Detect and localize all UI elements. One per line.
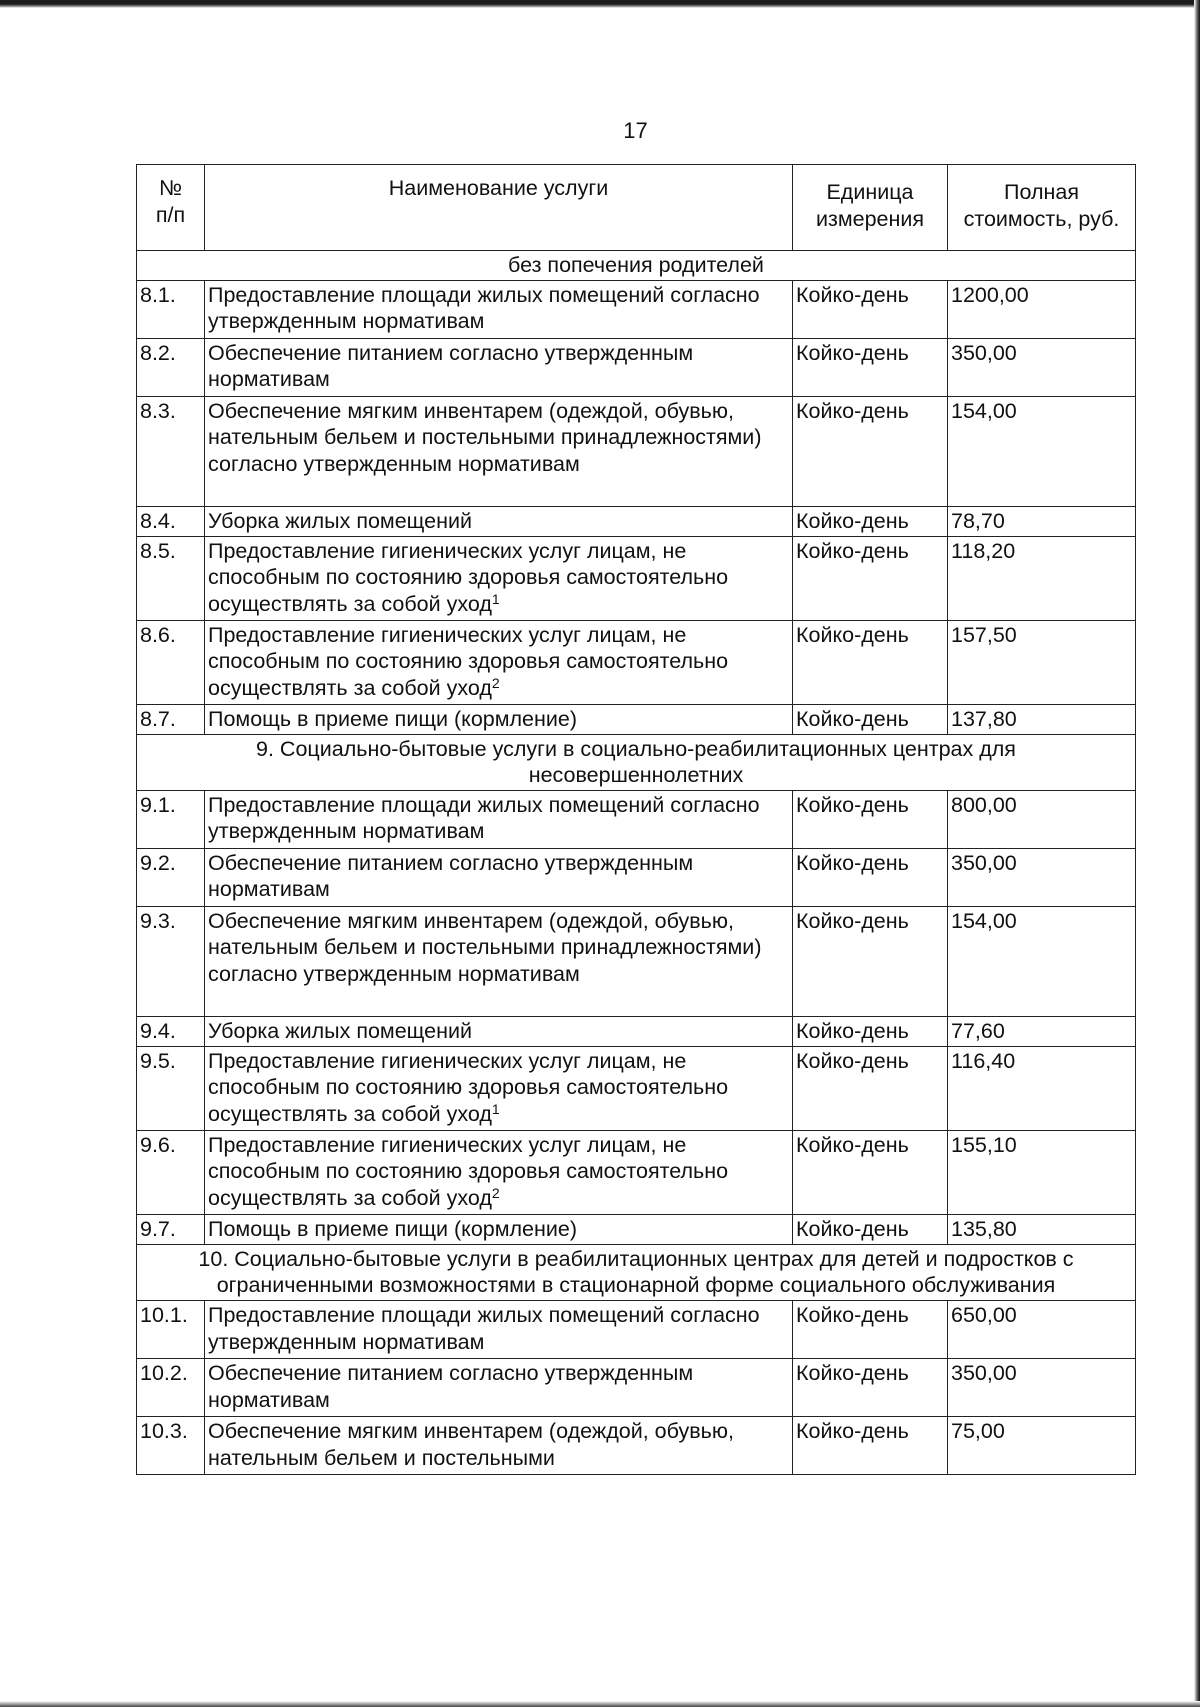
table-row xyxy=(137,1358,1136,1416)
service-name-cell xyxy=(205,1300,793,1358)
unit-of-measure: Койко-день xyxy=(793,704,948,734)
unit-of-measure: Койко-день xyxy=(793,1358,948,1416)
full-cost: 350,00 xyxy=(948,338,1136,396)
row-number: 9.7. xyxy=(137,1214,205,1244)
header-cost-label: Полная стоимость, руб. xyxy=(963,180,1120,231)
service-name: Уборка жилых помещений xyxy=(208,508,472,533)
table-row xyxy=(137,338,1136,396)
table-row xyxy=(137,396,1136,506)
unit-of-measure: Койко-день xyxy=(793,280,948,338)
table-row xyxy=(137,790,1136,848)
row-number: 9.6. xyxy=(137,1130,205,1214)
table-row xyxy=(137,506,1136,536)
service-name: Обеспечение питанием согласно утвержденным нормативам xyxy=(208,340,694,392)
full-cost: 650,00 xyxy=(948,1300,1136,1358)
full-cost: 350,00 xyxy=(948,1358,1136,1416)
scan-edge-bottom xyxy=(0,1701,1200,1707)
row-number: 8.1. xyxy=(137,280,205,338)
row-number: 10.1. xyxy=(137,1300,205,1358)
service-name-cell xyxy=(205,620,793,704)
table-row xyxy=(137,1130,1136,1214)
tariff-table xyxy=(136,164,1136,1475)
service-name: Обеспечение питанием согласно утвержденным нормативам xyxy=(208,850,694,902)
full-cost: 154,00 xyxy=(948,396,1136,506)
service-name-cell xyxy=(205,536,793,620)
service-name-cell xyxy=(205,1358,793,1416)
unit-of-measure: Койко-день xyxy=(793,1016,948,1046)
section-9: 9. Социально-бытовые услуги в социально-реабилитационных центрах для несовершеннолетних xyxy=(137,734,1136,790)
table-row xyxy=(137,536,1136,620)
full-cost: 118,20 xyxy=(948,536,1136,620)
service-name: Помощь в приеме пищи (кормление) xyxy=(208,706,578,731)
full-cost: 137,80 xyxy=(948,704,1136,734)
table-row xyxy=(137,620,1136,704)
service-name: Предоставление площади жилых помещений согласно утвержденным нормативам xyxy=(208,1302,760,1354)
full-cost: 77,60 xyxy=(948,1016,1136,1046)
row-number: 9.5. xyxy=(137,1046,205,1130)
row-number: 9.1. xyxy=(137,790,205,848)
row-number: 8.7. xyxy=(137,704,205,734)
full-cost: 1200,00 xyxy=(948,280,1136,338)
table-row xyxy=(137,280,1136,338)
full-cost: 155,10 xyxy=(948,1130,1136,1214)
service-name-cell xyxy=(205,1214,793,1244)
header-num xyxy=(137,165,205,251)
service-name-cell xyxy=(205,1416,793,1474)
row-number: 9.3. xyxy=(137,906,205,1016)
service-name-cell xyxy=(205,704,793,734)
unit-of-measure: Койко-день xyxy=(793,1416,948,1474)
full-cost: 800,00 xyxy=(948,790,1136,848)
full-cost: 350,00 xyxy=(948,848,1136,906)
header-cost xyxy=(948,165,1136,251)
footnote-marker: 1 xyxy=(491,1100,500,1117)
service-name-cell xyxy=(205,1130,793,1214)
service-name: Обеспечение мягким инвентарем (одеждой, обувью, нательным бельем и постельными принадлежностями) согласно утвержденным нормативам xyxy=(208,398,762,476)
header-unit xyxy=(793,165,948,251)
table-row xyxy=(137,848,1136,906)
full-cost: 75,00 xyxy=(948,1416,1136,1474)
unit-of-measure: Койко-день xyxy=(793,506,948,536)
service-name: Предоставление гигиенических услуг лицам, не способным по состоянию здоровья самостоятельно осуществлять за собой уход xyxy=(208,1132,729,1210)
service-name: Уборка жилых помещений xyxy=(208,1018,472,1043)
section-10: 10. Социально-бытовые услуги в реабилитационных центрах для детей и подростков с ограниченными возможностями в стационарной форме социального обслуживания xyxy=(137,1244,1136,1300)
unit-of-measure: Койко-день xyxy=(793,338,948,396)
service-name-cell xyxy=(205,848,793,906)
unit-of-measure: Койко-день xyxy=(793,396,948,506)
table-row xyxy=(137,1046,1136,1130)
service-name: Обеспечение мягким инвентарем (одеждой, обувью, нательным бельем и постельными принадлежностями) согласно утвержденным нормативам xyxy=(208,908,762,986)
service-name: Предоставление гигиенических услуг лицам, не способным по состоянию здоровья самостоятельно осуществлять за собой уход xyxy=(208,622,729,700)
section-row xyxy=(137,1244,1136,1300)
unit-of-measure: Койко-день xyxy=(793,848,948,906)
footnote-marker: 2 xyxy=(491,674,500,691)
header-unit-label: Единица измерения xyxy=(815,180,925,231)
unit-of-measure: Койко-день xyxy=(793,790,948,848)
scan-edge-right xyxy=(1194,0,1200,1707)
row-number: 8.5. xyxy=(137,536,205,620)
unit-of-measure: Койко-день xyxy=(793,1300,948,1358)
service-name: Обеспечение мягким инвентарем (одеждой, обувью, нательным бельем и постельными xyxy=(208,1418,734,1470)
service-name: Обеспечение питанием согласно утвержденным нормативам xyxy=(208,1360,694,1412)
unit-of-measure: Койко-день xyxy=(793,1214,948,1244)
row-number: 8.2. xyxy=(137,338,205,396)
service-name: Предоставление гигиенических услуг лицам, не способным по состоянию здоровья самостоятельно осуществлять за собой уход xyxy=(208,1048,729,1126)
table-row xyxy=(137,1300,1136,1358)
full-cost: 157,50 xyxy=(948,620,1136,704)
row-number: 8.4. xyxy=(137,506,205,536)
full-cost: 78,70 xyxy=(948,506,1136,536)
row-number: 8.6. xyxy=(137,620,205,704)
scan-edge-top xyxy=(0,0,1200,8)
service-name-cell xyxy=(205,1046,793,1130)
full-cost: 135,80 xyxy=(948,1214,1136,1244)
unit-of-measure: Койко-день xyxy=(793,1046,948,1130)
table-row xyxy=(137,906,1136,1016)
unit-of-measure: Койко-день xyxy=(793,1130,948,1214)
row-number: 10.2. xyxy=(137,1358,205,1416)
service-name-cell xyxy=(205,338,793,396)
service-name: Предоставление гигиенических услуг лицам, не способным по состоянию здоровья самостоятельно осуществлять за собой уход xyxy=(208,538,729,616)
service-name: Помощь в приеме пищи (кормление) xyxy=(208,1216,578,1241)
table-row xyxy=(137,1214,1136,1244)
service-name-cell xyxy=(205,1016,793,1046)
service-name-cell xyxy=(205,506,793,536)
service-name: Предоставление площади жилых помещений согласно утвержденным нормативам xyxy=(208,792,760,844)
service-name-cell xyxy=(205,906,793,1016)
service-name-cell xyxy=(205,396,793,506)
row-number: 9.2. xyxy=(137,848,205,906)
full-cost: 116,40 xyxy=(948,1046,1136,1130)
section-8-tail: без попечения родителей xyxy=(137,251,1136,281)
row-number: 8.3. xyxy=(137,396,205,506)
unit-of-measure: Койко-день xyxy=(793,906,948,1016)
service-name: Предоставление площади жилых помещений согласно утвержденным нормативам xyxy=(208,282,760,334)
service-name-cell xyxy=(205,790,793,848)
header-name xyxy=(205,165,793,251)
page-number: 17 xyxy=(623,118,648,143)
full-cost: 154,00 xyxy=(948,906,1136,1016)
table-row xyxy=(137,1016,1136,1046)
footnote-marker: 2 xyxy=(491,1184,500,1201)
table-header-row xyxy=(137,165,1136,251)
unit-of-measure: Койко-день xyxy=(793,536,948,620)
table-row xyxy=(137,704,1136,734)
header-name-label: Наименование услуги xyxy=(388,176,609,200)
section-row xyxy=(137,734,1136,790)
table-row xyxy=(137,1416,1136,1474)
header-num-label: № п/п xyxy=(155,176,186,227)
service-name-cell xyxy=(205,280,793,338)
section-row xyxy=(137,251,1136,281)
unit-of-measure: Койко-день xyxy=(793,620,948,704)
footnote-marker: 1 xyxy=(491,590,500,607)
row-number: 10.3. xyxy=(137,1416,205,1474)
row-number: 9.4. xyxy=(137,1016,205,1046)
